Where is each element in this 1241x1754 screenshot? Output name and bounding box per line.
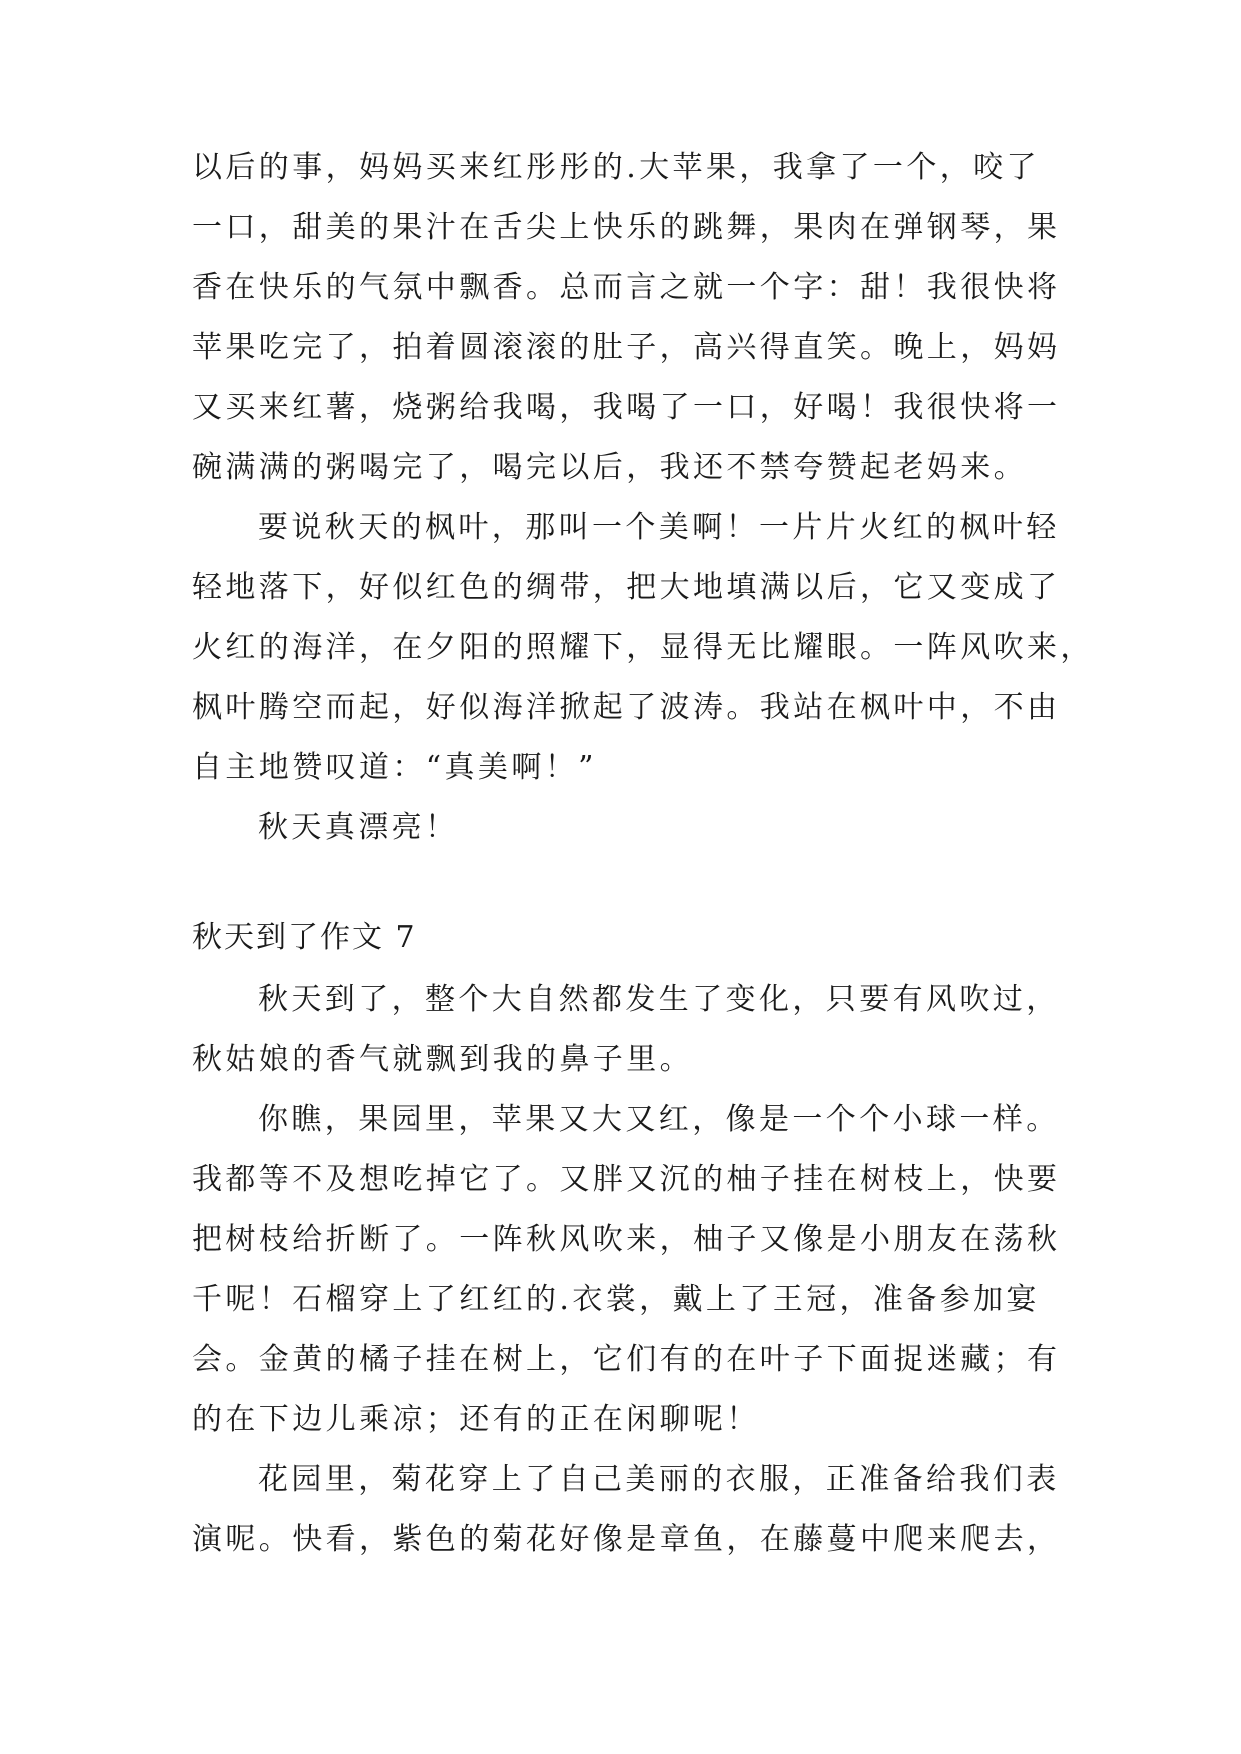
text-line: 一口，甜美的果汁在舌尖上快乐的跳舞，果肉在弹钢琴，果 [192, 210, 1061, 245]
paragraph-first-line: 要说秋天的枫叶，那叫一个美啊！一片片火红的枫叶轻 [258, 510, 1060, 545]
text-line: 我都等不及想吃掉它了。又胖又沉的柚子挂在树枝上，快要 [192, 1162, 1061, 1197]
text-line: 轻地落下，好似红色的绸带，把大地填满以后，它又变成了 [192, 570, 1061, 605]
text-line: 秋姑娘的香气就飘到我的鼻子里。 [192, 1042, 693, 1077]
text-line: 苹果吃完了，拍着圆滚滚的肚子，高兴得直笑。晚上，妈妈 [192, 330, 1061, 365]
text-line: 枫叶腾空而起，好似海洋掀起了波涛。我站在枫叶中，不由 [192, 690, 1061, 725]
paragraph-first-line: 你瞧，果园里，苹果又大又红，像是一个个小球一样。 [258, 1102, 1060, 1137]
text-line: 又买来红薯，烧粥给我喝，我喝了一口，好喝！我很快将一 [192, 390, 1061, 425]
text-line: 碗满满的粥喝完了，喝完以后，我还不禁夸赞起老妈来。 [192, 450, 1027, 485]
text-line: 千呢！石榴穿上了红红的.衣裳，戴上了王冠，准备参加宴 [192, 1282, 1040, 1317]
text-line: 以后的事，妈妈买来红彤彤的.大苹果，我拿了一个，咬了 [192, 150, 1040, 185]
section-heading: 秋天到了作文 7 [192, 920, 417, 955]
paragraph-first-line: 秋天真漂亮！ [258, 810, 459, 845]
text-line: 把树枝给折断了。一阵秋风吹来，柚子又像是小朋友在荡秋 [192, 1222, 1061, 1257]
paragraph-first-line: 花园里，菊花穿上了自己美丽的衣服，正准备给我们表 [258, 1462, 1060, 1497]
text-line: 会。金黄的橘子挂在树上，它们有的在叶子下面捉迷藏；有 [192, 1342, 1061, 1377]
text-line: 火红的海洋，在夕阳的照耀下，显得无比耀眼。一阵风吹来， [192, 630, 1094, 665]
paragraph-first-line: 秋天到了，整个大自然都发生了变化，只要有风吹过， [258, 982, 1060, 1017]
text-line: 演呢。快看，紫色的菊花好像是章鱼，在藤蔓中爬来爬去， [192, 1522, 1061, 1557]
text-line: 香在快乐的气氛中飘香。总而言之就一个字：甜！我很快将 [192, 270, 1061, 305]
text-line: 的在下边儿乘凉；还有的正在闲聊呢！ [192, 1402, 760, 1437]
text-line: 自主地赞叹道：“真美啊！” [192, 750, 597, 785]
